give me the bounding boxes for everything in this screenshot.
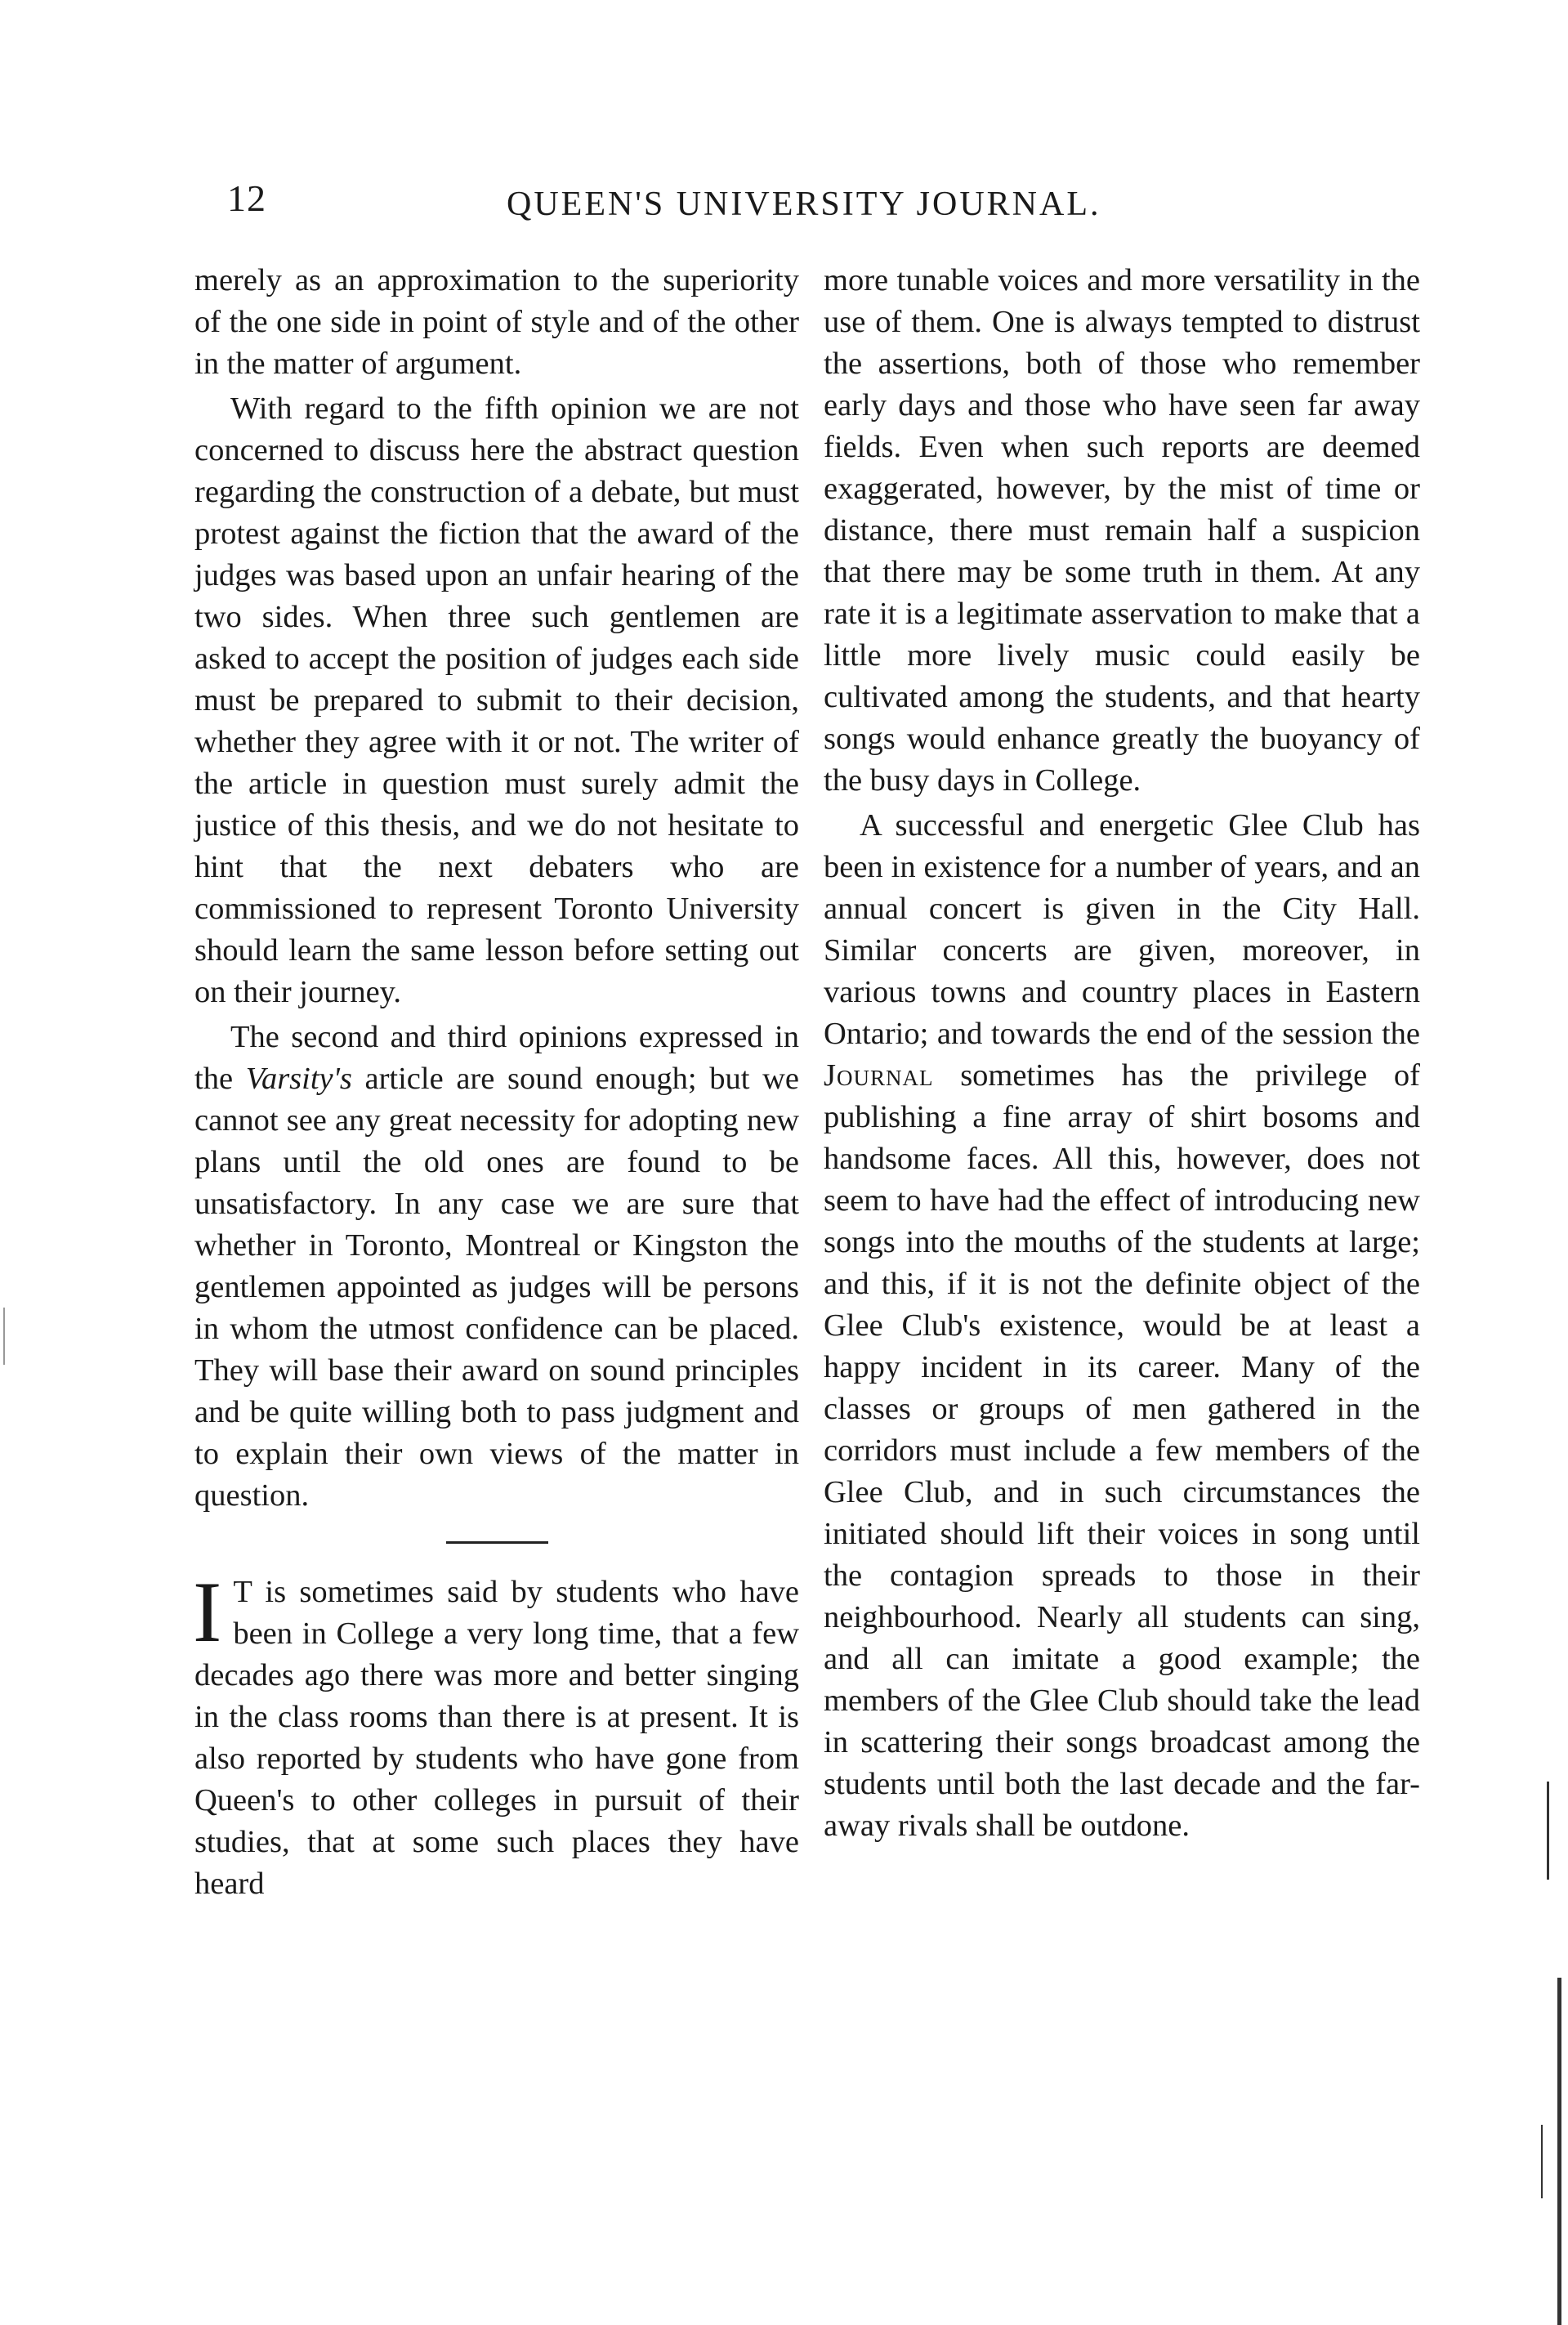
paragraph-singing-text: T is sometimes said by students who have been in College a very long time, that a few decades ago there was more and better singing in the class rooms than there is at present. It is also reported by students who have gone from Queen's to other colleges in pursuit of their studies, that at some such places they have heard [194,1575,799,1901]
journal-name: Journal [824,1058,934,1093]
varsity-title: Varsity's [245,1062,352,1096]
paragraph-text-end: article are sound enough; but we cannot see any great necessity for adopting new plans until the old ones are found to be unsatisfactory. In any case we are sure that whether in Toronto, Montreal or Kingston the gentlemen appointed as judges will be persons in whom the utmost confidence can be placed. They will base their award on sound principles and be quite willing both to pass judgment and to explain their own views of the matter in question. [194,1062,799,1513]
scan-edge-mark [1557,1978,1561,2325]
paragraph-text-start: A successful and energetic Glee Club has been in existence for a number of years, and an annual concert is given in the City Hall. Similar concerts are given, moreover, in various towns and country places in Eastern Ontario; and towards the end of the session the [824,808,1420,1051]
scan-edge-mark [1541,2125,1543,2198]
paragraph-text-end: sometimes has the privilege of publishing a fine array of shirt bosoms and handsome faces. All this, however, does not seem to have had the effect of introducing new songs into the mouths of the students at large; and this, if it is not the definite object of the Glee Club's existence, would be at least a happy incident in its career. Many of the classes or groups of men gathered in the corridors must include a few members of the Glee Club, and in such circumstances the initiated should lift their voices in song until the contagion spreads to those in their neighbourhood. Nearly all students can sing, and all can imitate a good example; the members of the Glee Club should take the lead in scattering their songs broadcast among the students until both the last decade and the far-away rivals shall be outdone. [824,1058,1420,1843]
paragraph-fifth-opinion: With regard to the fifth opinion we are not concerned to discuss here the abstract question regarding the construction of a debate, but must protest against the fiction that the award of the judges was based upon an unfair hearing of the two sides. When three such gentlemen are asked to accept the position of judges each side must be prepared to submit to their decision, whether they agree with it or not. The writer of the article in question must surely admit the justice of this thesis, and we do not hesitate to hint that the next debaters who are commissioned to represent Toronto University should learn the same lesson before setting out on their journey. [194,391,799,1009]
left-column [194,260,799,1905]
paragraph-tunable-voices: more tunable voices and more versatility in the use of them. One is always tempted to distrust the assertions, both of those who remember early days and those who have seen far away fields. Even when such reports are deemed exaggerated, however, by the mist of time or distance, there must remain half a suspicion that there may be some truth in them. At any rate it is a legitimate asservation to make that a little more lively music could easily be cultivated among the students, and that hearty songs would enhance greatly the buoyancy of the busy days in College. [824,263,1420,798]
scan-edge-mark [3,1308,5,1365]
right-column [824,260,1420,1847]
scan-edge-mark [1547,1782,1549,1880]
paragraph-second-third-opinions [194,1017,799,1517]
page-header [221,168,1422,234]
paragraph-singing [193,1564,799,1905]
section-divider [446,1541,548,1544]
page-number: 12 [227,177,266,219]
running-head: QUEEN'S UNIVERSITY JOURNAL. [507,186,1101,223]
paragraph-glee-club [824,805,1420,1847]
paragraph-approximation: merely as an approximation to the superiority of the one side in point of style and of the other in the matter of argument. [194,263,799,381]
paragraph-text-start: The second and third opinions expressed in the [194,1020,799,1096]
drop-cap: I [193,1564,222,1660]
